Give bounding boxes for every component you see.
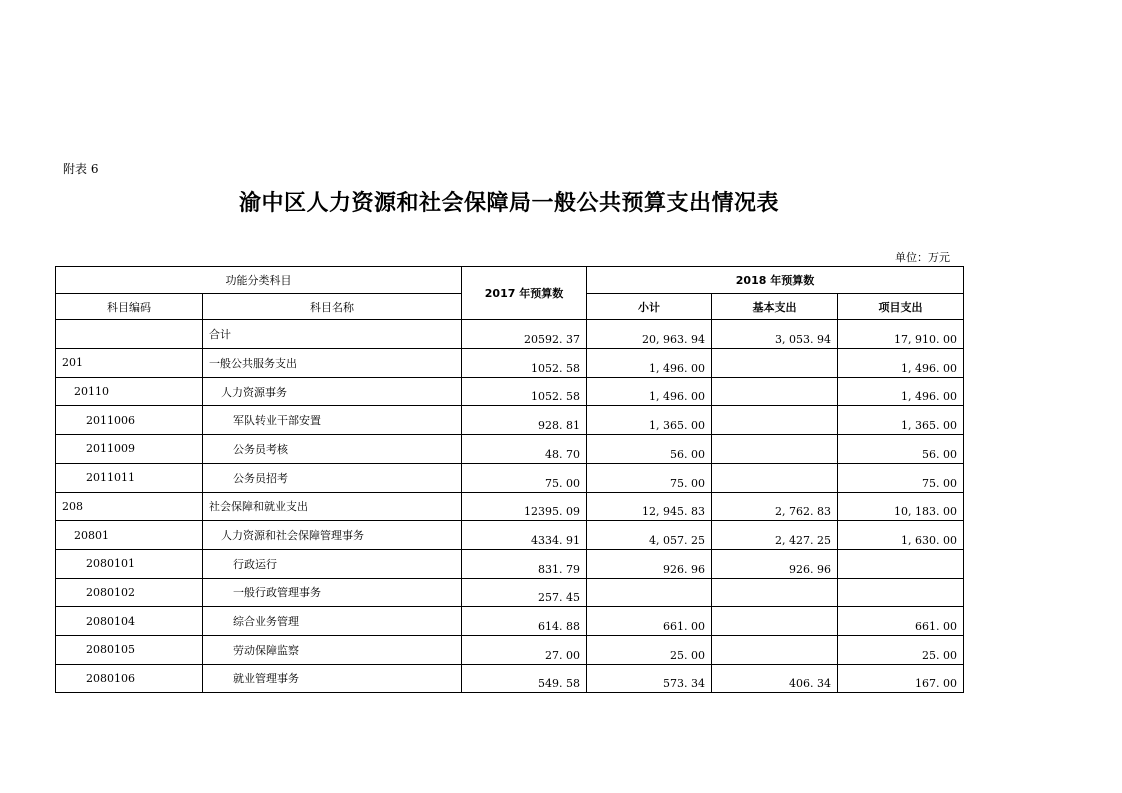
table-row bbox=[56, 578, 964, 607]
cell-subtotal: 1, 365. 00 bbox=[587, 406, 712, 435]
cell-project: 17, 910. 00 bbox=[838, 320, 964, 349]
cell-basic bbox=[712, 635, 838, 664]
table-row bbox=[56, 607, 964, 636]
cell-project: 661. 00 bbox=[838, 607, 964, 636]
header-project: 项目支出 bbox=[838, 293, 964, 320]
cell-budget-2017: 257. 45 bbox=[462, 578, 587, 607]
budget-table bbox=[55, 266, 964, 693]
cell-project: 1, 630. 00 bbox=[838, 521, 964, 550]
cell-name: 一般行政管理事务 bbox=[203, 578, 462, 607]
cell-name: 社会保障和就业支出 bbox=[203, 492, 462, 521]
cell-project bbox=[838, 578, 964, 607]
cell-project: 1, 365. 00 bbox=[838, 406, 964, 435]
cell-name: 人力资源和社会保障管理事务 bbox=[203, 521, 462, 550]
cell-code: 2080106 bbox=[56, 664, 203, 693]
cell-code: 2011006 bbox=[56, 406, 203, 435]
cell-basic bbox=[712, 607, 838, 636]
cell-basic: 2, 762. 83 bbox=[712, 492, 838, 521]
cell-project: 167. 00 bbox=[838, 664, 964, 693]
cell-name: 就业管理事务 bbox=[203, 664, 462, 693]
cell-basic: 406. 34 bbox=[712, 664, 838, 693]
cell-budget-2017: 27. 00 bbox=[462, 635, 587, 664]
page-title: 渝中区人力资源和社会保障局一般公共预算支出情况表 bbox=[238, 191, 779, 216]
table-row bbox=[56, 521, 964, 550]
cell-code: 201 bbox=[56, 349, 203, 378]
header-subtotal: 小计 bbox=[587, 293, 712, 320]
cell-project: 10, 183. 00 bbox=[838, 492, 964, 521]
cell-subtotal: 75. 00 bbox=[587, 463, 712, 492]
header-classification: 功能分类科目 bbox=[56, 267, 462, 294]
cell-code: 20110 bbox=[56, 377, 203, 406]
cell-project: 56. 00 bbox=[838, 435, 964, 464]
cell-code: 2011009 bbox=[56, 435, 203, 464]
cell-budget-2017: 12395. 09 bbox=[462, 492, 587, 521]
table-body bbox=[56, 320, 964, 693]
cell-budget-2017: 48. 70 bbox=[462, 435, 587, 464]
cell-subtotal: 25. 00 bbox=[587, 635, 712, 664]
cell-basic bbox=[712, 377, 838, 406]
cell-code: 2011011 bbox=[56, 463, 203, 492]
header-basic: 基本支出 bbox=[712, 293, 838, 320]
cell-budget-2017: 1052. 58 bbox=[462, 377, 587, 406]
cell-budget-2017: 1052. 58 bbox=[462, 349, 587, 378]
cell-basic: 2, 427. 25 bbox=[712, 521, 838, 550]
header-name: 科目名称 bbox=[203, 293, 462, 320]
table-row bbox=[56, 406, 964, 435]
cell-project: 25. 00 bbox=[838, 635, 964, 664]
cell-basic: 3, 053. 94 bbox=[712, 320, 838, 349]
cell-project: 75. 00 bbox=[838, 463, 964, 492]
attachment-label: 附表 6 bbox=[63, 162, 99, 176]
cell-subtotal: 661. 00 bbox=[587, 607, 712, 636]
cell-basic bbox=[712, 578, 838, 607]
cell-code: 2080102 bbox=[56, 578, 203, 607]
cell-code bbox=[56, 320, 203, 349]
cell-name: 一般公共服务支出 bbox=[203, 349, 462, 378]
cell-project: 1, 496. 00 bbox=[838, 349, 964, 378]
cell-budget-2017: 4334. 91 bbox=[462, 521, 587, 550]
cell-subtotal: 4, 057. 25 bbox=[587, 521, 712, 550]
cell-basic bbox=[712, 406, 838, 435]
cell-budget-2017: 614. 88 bbox=[462, 607, 587, 636]
cell-name: 劳动保障监察 bbox=[203, 635, 462, 664]
cell-subtotal: 1, 496. 00 bbox=[587, 377, 712, 406]
cell-basic bbox=[712, 349, 838, 378]
cell-code: 2080104 bbox=[56, 607, 203, 636]
cell-code: 2080101 bbox=[56, 549, 203, 578]
cell-code: 2080105 bbox=[56, 635, 203, 664]
table-row bbox=[56, 435, 964, 464]
cell-name: 行政运行 bbox=[203, 549, 462, 578]
header-budget-2018: 2018 年预算数 bbox=[587, 267, 964, 294]
cell-name: 人力资源事务 bbox=[203, 377, 462, 406]
table-row bbox=[56, 549, 964, 578]
cell-basic: 926. 96 bbox=[712, 549, 838, 578]
table-row bbox=[56, 320, 964, 349]
cell-subtotal: 926. 96 bbox=[587, 549, 712, 578]
cell-budget-2017: 831. 79 bbox=[462, 549, 587, 578]
cell-code: 208 bbox=[56, 492, 203, 521]
cell-budget-2017: 75. 00 bbox=[462, 463, 587, 492]
table-row bbox=[56, 377, 964, 406]
cell-code: 20801 bbox=[56, 521, 203, 550]
unit-label: 单位：万元 bbox=[895, 251, 950, 264]
table-row bbox=[56, 463, 964, 492]
header-budget-2017: 2017 年预算数 bbox=[462, 267, 587, 320]
cell-project bbox=[838, 549, 964, 578]
cell-budget-2017: 928. 81 bbox=[462, 406, 587, 435]
table-row bbox=[56, 492, 964, 521]
cell-name: 合计 bbox=[203, 320, 462, 349]
header-code: 科目编码 bbox=[56, 293, 203, 320]
cell-name: 军队转业干部安置 bbox=[203, 406, 462, 435]
cell-name: 综合业务管理 bbox=[203, 607, 462, 636]
cell-subtotal: 12, 945. 83 bbox=[587, 492, 712, 521]
cell-basic bbox=[712, 435, 838, 464]
cell-subtotal: 56. 00 bbox=[587, 435, 712, 464]
cell-project: 1, 496. 00 bbox=[838, 377, 964, 406]
table-row bbox=[56, 635, 964, 664]
cell-basic bbox=[712, 463, 838, 492]
cell-name: 公务员招考 bbox=[203, 463, 462, 492]
cell-budget-2017: 549. 58 bbox=[462, 664, 587, 693]
cell-subtotal: 20, 963. 94 bbox=[587, 320, 712, 349]
cell-subtotal: 1, 496. 00 bbox=[587, 349, 712, 378]
cell-name: 公务员考核 bbox=[203, 435, 462, 464]
cell-subtotal: 573. 34 bbox=[587, 664, 712, 693]
table-row bbox=[56, 664, 964, 693]
header-row-1 bbox=[56, 267, 964, 294]
cell-subtotal bbox=[587, 578, 712, 607]
cell-budget-2017: 20592. 37 bbox=[462, 320, 587, 349]
table-row bbox=[56, 349, 964, 378]
